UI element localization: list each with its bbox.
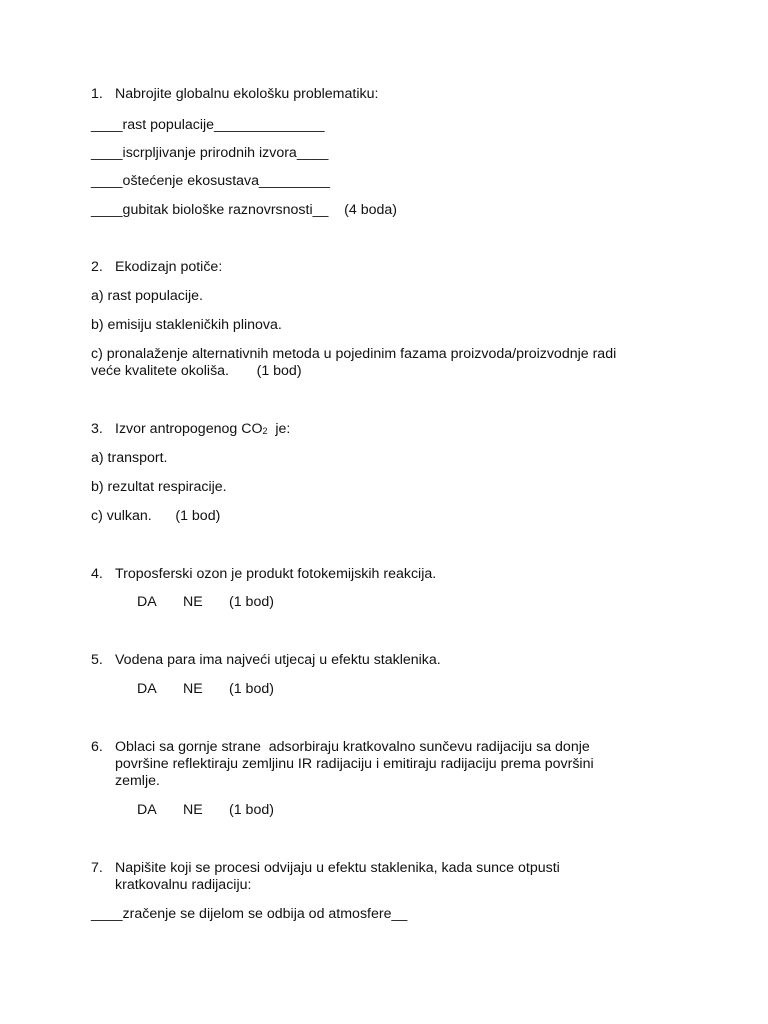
q3-subscript: 2 [262,426,268,436]
q3-option-c: c) vulkan. (1 bod) [91,508,221,524]
q1-answer-1: ____rast populacije______________ [91,117,325,133]
q2-number: 2. [91,259,103,275]
q6-number: 6. [91,739,103,755]
q5-text: Vodena para ima najveći utjecaj u efektu staklenika. [115,652,441,668]
q5-points: (1 bod) [229,681,274,697]
q2-option-c-line1: c) pronalaženje alternativnih metoda u pojedinim fazama proizvoda/proizvodnje radi [91,346,617,362]
q3-option-a: a) transport. [91,450,168,466]
q1-number: 1. [91,86,103,102]
q2-text: Ekodizajn potiče: [115,259,223,275]
q5-ne-option[interactable]: NE [183,681,203,697]
q6-heading [91,739,590,756]
q3-number: 3. [91,421,103,437]
q6-text-line2: površine reflektiraju zemljinu IR radijaciju i emitiraju radijaciju prema površini [115,756,594,772]
q6-text-line3: zemlje. [115,773,160,789]
q1-answer-3: ____oštećenje ekosustava_________ [91,173,331,189]
q4-number: 4. [91,566,103,582]
q6-da-option[interactable]: DA [137,802,157,818]
q5-heading [91,652,441,669]
q3-option-b: b) rezultat respiracije. [91,479,227,495]
q1-answer-4: ____gubitak biološke raznovrsnosti__ (4 boda) [91,202,398,218]
q3-text-before: Izvor antropogenog CO [115,421,263,437]
q1-text: Nabrojite globalnu ekološku problematiku: [115,86,379,102]
q6-ne-option[interactable]: NE [183,802,203,818]
q5-number: 5. [91,652,103,668]
q7-heading [91,860,560,877]
q4-text: Troposferski ozon je produkt fotokemijskih reakcija. [115,566,437,582]
q7-text-line2: kratkovalnu radijaciju: [115,877,252,893]
q1-heading [91,86,378,103]
q4-choices [137,594,274,611]
q7-answer: ____zračenje se dijelom se odbija od atmosfere__ [91,906,408,922]
q2-option-a: a) rast populacije. [91,288,203,304]
q6-points: (1 bod) [229,802,274,818]
q6-choices [137,802,274,819]
q2-heading [91,259,222,276]
q1-answer-2: ____iscrpljivanje prirodnih izvora____ [91,145,329,161]
q3-heading [91,421,290,440]
q4-da-option[interactable]: DA [137,594,157,610]
q2-option-b: b) emisiju stakleničkih plinova. [91,317,282,333]
q3-text-after: je: [267,421,291,437]
q4-heading [91,566,436,583]
q7-number: 7. [91,860,103,876]
q7-text-line1: Napišite koji se procesi odvijaju u efektu staklenika, kada sunce otpusti [115,860,560,876]
q6-text-line1: Oblaci sa gornje strane adsorbiraju kratkovalno sunčevu radijaciju sa donje [115,739,590,755]
q5-da-option[interactable]: DA [137,681,157,697]
q4-points: (1 bod) [229,594,274,610]
q4-ne-option[interactable]: NE [183,594,203,610]
q5-choices [137,681,274,698]
q2-option-c-line2: veće kvalitete okoliša. (1 bod) [91,363,302,379]
